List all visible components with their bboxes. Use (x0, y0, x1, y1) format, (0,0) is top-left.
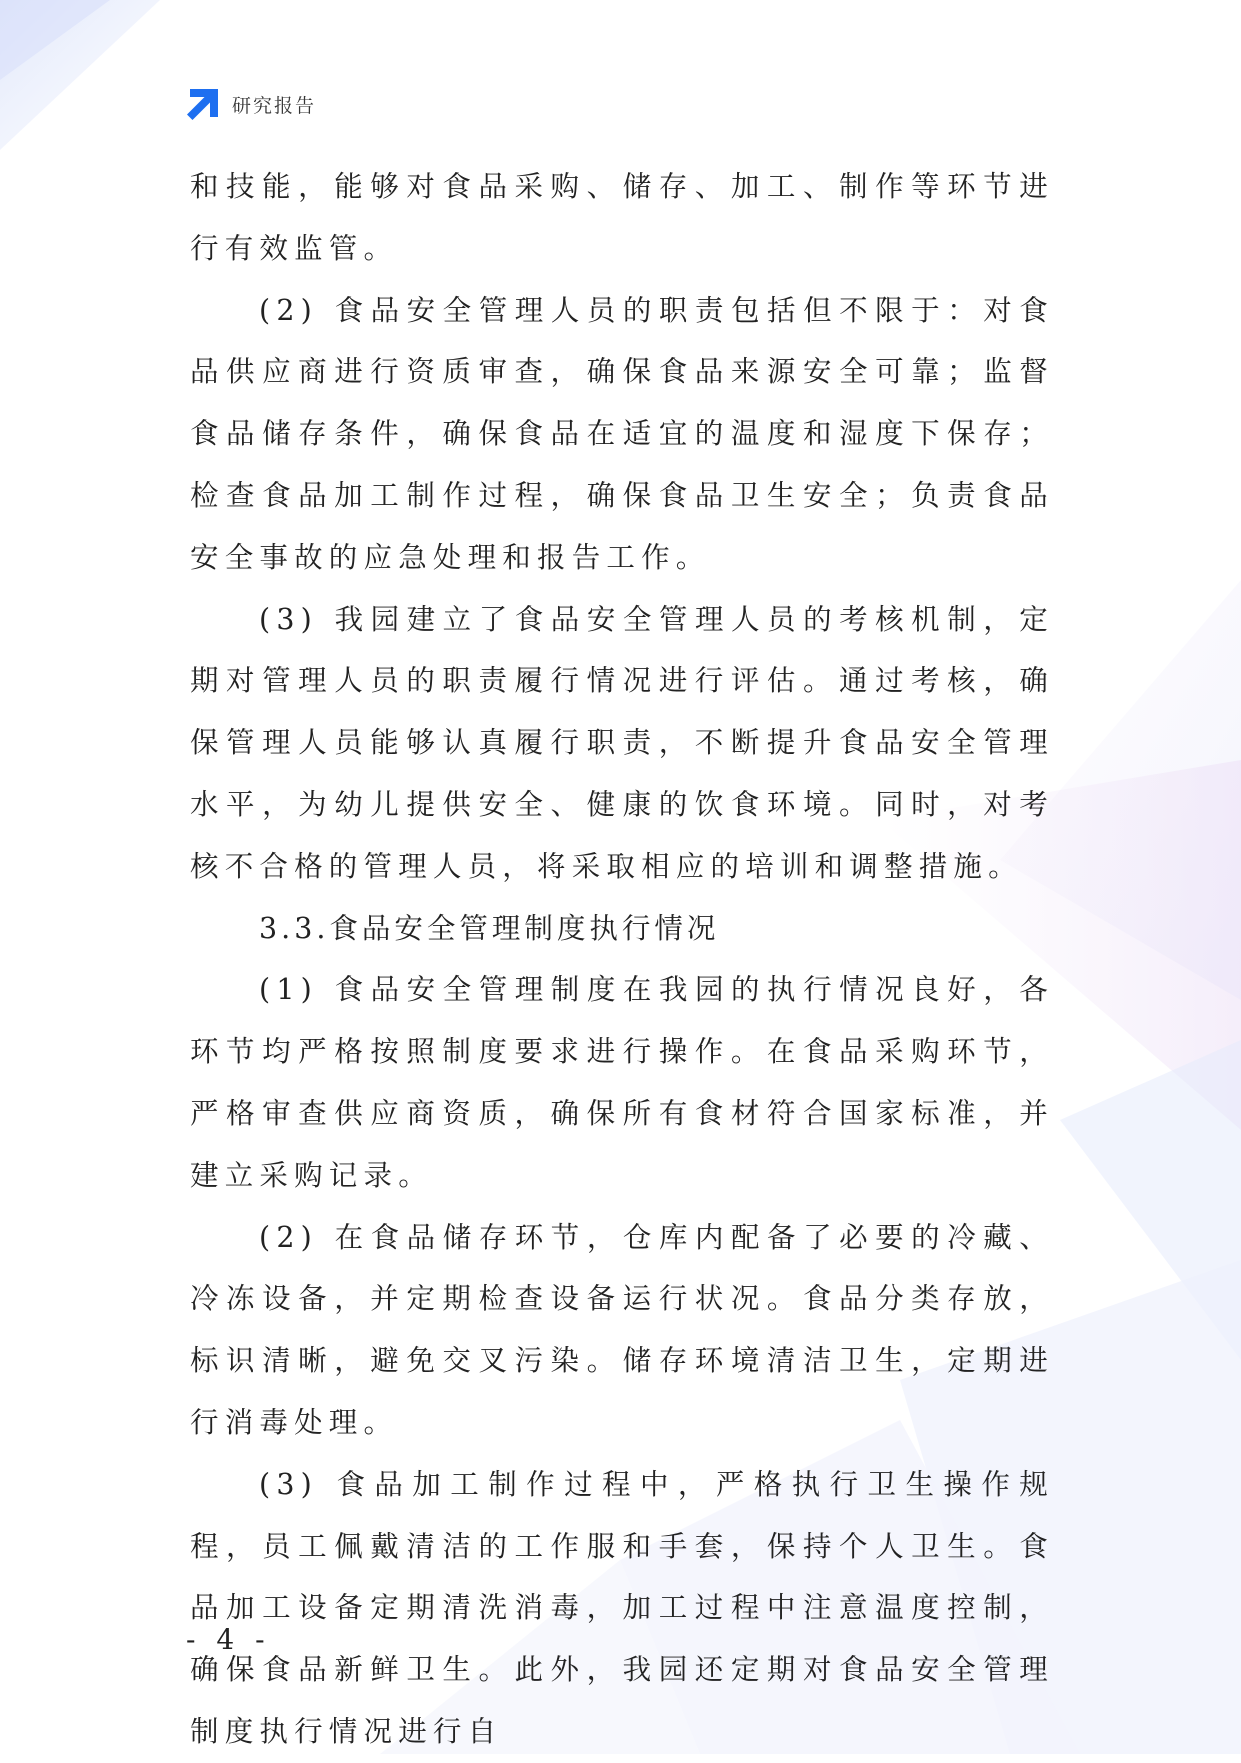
report-title: 研究报告 (232, 94, 317, 117)
page-number: - 4 - (186, 1623, 271, 1656)
paragraph-item-2: (2) 食品安全管理人员的职责包括但不限于：对食品供应商进行资质审查，确保食品来源安全可靠；监督食品储存条件，确保食品在适宜的温度和湿度下保存；检查食品加工制作过程，确保食品卫生安全；负责食品安全事故的应急处理和报告工作。 (190, 293, 1054, 574)
paragraph-item-3: (3) 我园建立了食品安全管理人员的考核机制，定期对管理人员的职责履行情况进行评估。通过考核，确保管理人员能够认真履行职责，不断提升食品安全管理水平，为幼儿提供安全、健康的饮食环境。同时，对考核不合格的管理人员，将采取相应的培训和调整措施。 (190, 602, 1054, 883)
arrow-up-right-icon (186, 87, 220, 121)
document-body (190, 156, 1054, 1763)
section-heading: 3.3.食品安全管理制度执行情况 (259, 911, 720, 945)
paragraph-section-item-3: (3) 食品加工制作过程中，严格执行卫生操作规程，员工佩戴清洁的工作服和手套，保持个人卫生。食品加工设备定期清洗消毒，加工过程中注意温度控制，确保食品新鲜卫生。此外，我园还定期对食品安全管理制度执行情况进行自 (190, 1467, 1054, 1748)
paragraph-section-item-1: (1) 食品安全管理制度在我园的执行情况良好，各环节均严格按照制度要求进行操作。在食品采购环节，严格审查供应商资质，确保所有食材符合国家标准，并建立采购记录。 (190, 973, 1054, 1192)
paragraph-continuation: 和技能，能够对食品采购、储存、加工、制作等环节进行有效监管。 (190, 170, 1054, 265)
report-header (186, 86, 316, 122)
paragraph-section-item-2: (2) 在食品储存环节，仓库内配备了必要的冷藏、冷冻设备，并定期检查设备运行状况。食品分类存放，标识清晰，避免交叉污染。储存环境清洁卫生，定期进行消毒处理。 (190, 1220, 1054, 1439)
